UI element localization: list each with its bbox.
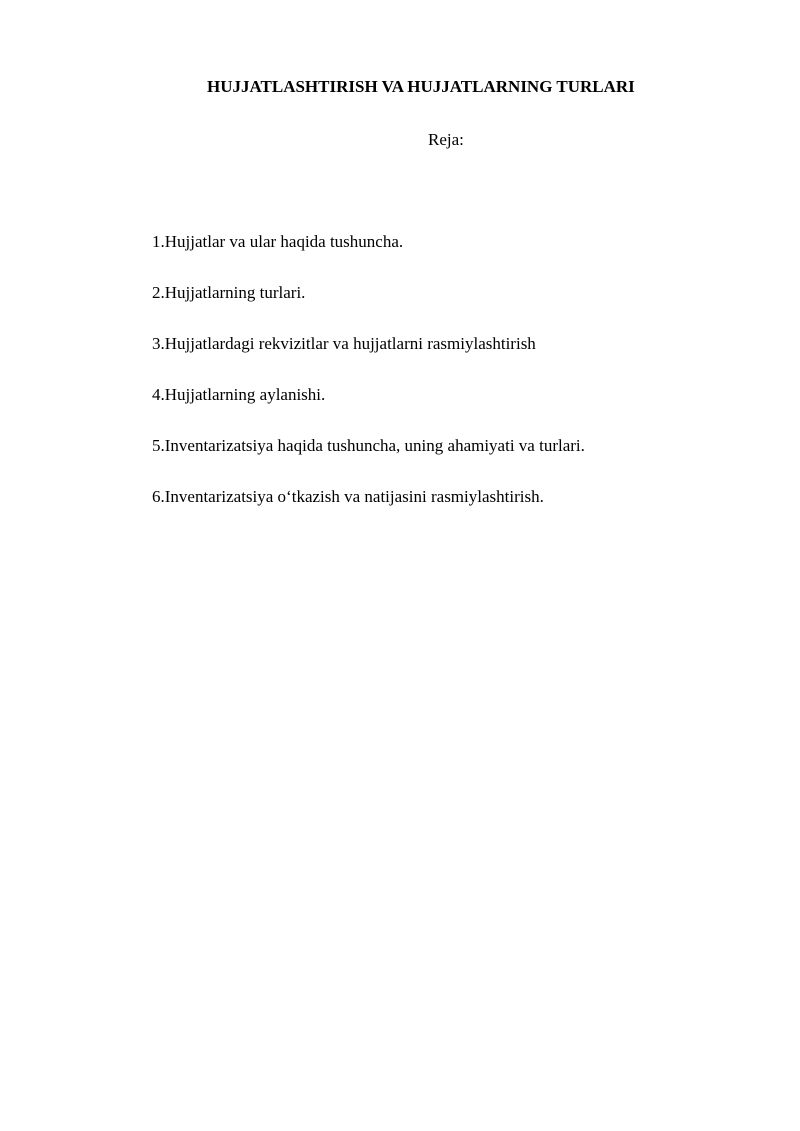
title-block [0,76,800,100]
plan-item-4: 4.Hujjatlarning aylanishi. [152,385,326,404]
plan-item-1: 1.Hujjatlar va ular haqida tushuncha. [152,232,404,251]
plan-heading: Reja: [428,130,464,149]
plan-item-3: 3.Hujjatlardagi rekvizitlar va hujjatlarni rasmiylashtirish [152,334,536,353]
page-title: HUJJATLASHTIRISH VA HUJJATLARNING TURLARI [207,77,635,96]
plan-item-2: 2.Hujjatlarning turlari. [152,283,306,302]
plan-item-5: 5.Inventarizatsiya haqida tushuncha, uning ahamiyati va turlari. [152,436,585,455]
plan-list [152,231,585,537]
plan-item-6: 6.Inventarizatsiya o‘tkazish va natijasini rasmiylashtirish. [152,487,544,506]
